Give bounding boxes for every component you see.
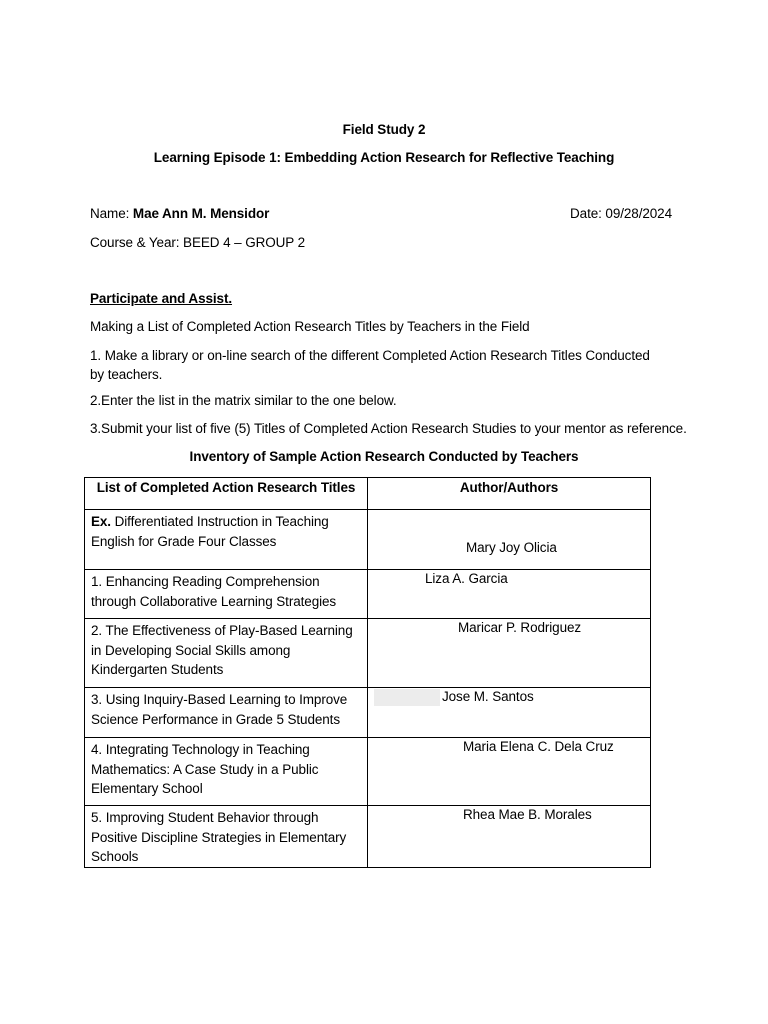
column-header-titles: List of Completed Action Research Titles	[85, 478, 368, 510]
example-author: Mary Joy Olicia	[466, 540, 557, 555]
example-author-cell	[368, 510, 651, 570]
author-name: Maria Elena C. Dela Cruz	[463, 739, 614, 754]
task-step-2: 2.Enter the list in the matrix similar to the one below.	[90, 393, 397, 408]
task-step-1: 1. Make a library or on-line search of the different Completed Action Research Titles Conducted by teachers.	[90, 348, 650, 382]
author-name: Maricar P. Rodriguez	[458, 620, 582, 635]
research-title-cell: 1. Enhancing Reading Comprehension through Collaborative Learning Strategies	[85, 570, 368, 619]
author-name: Liza A. Garcia	[425, 571, 508, 586]
name-line	[90, 206, 269, 221]
highlight-mark	[374, 689, 440, 706]
table-header-row	[85, 478, 651, 510]
research-title-cell: 3. Using Inquiry-Based Learning to Improve Science Performance in Grade 5 Students	[85, 688, 368, 738]
name-label: Name:	[90, 206, 133, 221]
research-title-cell: 5. Improving Student Behavior through Positive Discipline Strategies in Elementary Schools	[85, 806, 368, 868]
research-title-cell: 4. Integrating Technology in Teaching Mathematics: A Case Study in a Public Elementary School	[85, 738, 368, 806]
research-matrix	[84, 477, 651, 868]
section-heading: Participate and Assist.	[90, 291, 233, 306]
example-title: Differentiated Instruction in Teaching English for Grade Four Classes	[91, 514, 329, 549]
table-row	[85, 619, 651, 688]
example-prefix: Ex.	[91, 514, 111, 529]
author-name: Rhea Mae B. Morales	[463, 807, 592, 822]
research-title-cell: 2. The Effectiveness of Play-Based Learning in Developing Social Skills among Kindergarten Students	[85, 619, 368, 688]
column-header-authors: Author/Authors	[368, 478, 651, 510]
table-caption: Inventory of Sample Action Research Conducted by Teachers	[189, 449, 579, 464]
task-intro: Making a List of Completed Action Research Titles by Teachers in the Field	[90, 319, 530, 334]
name-value: Mae Ann M. Mensidor	[132, 206, 270, 221]
task-step-3: 3.Submit your list of five (5) Titles of Completed Action Research Studies to your mentor as reference.	[90, 421, 687, 436]
table-row	[85, 688, 651, 738]
author-name: Jose M. Santos	[442, 689, 534, 704]
table-row-example	[85, 510, 651, 570]
table-row	[85, 738, 651, 806]
example-title-cell	[85, 510, 368, 570]
date-line: Date: 09/28/2024	[570, 206, 672, 221]
author-cell	[368, 738, 651, 806]
author-cell	[368, 570, 651, 619]
table-row	[85, 570, 651, 619]
author-cell	[368, 688, 651, 738]
document-title: Field Study 2	[342, 122, 426, 137]
document-subtitle: Learning Episode 1: Embedding Action Research for Reflective Teaching	[153, 150, 615, 165]
author-cell	[368, 619, 651, 688]
table-row	[85, 806, 651, 868]
course-line: Course & Year: BEED 4 – GROUP 2	[90, 235, 306, 250]
author-cell	[368, 806, 651, 868]
